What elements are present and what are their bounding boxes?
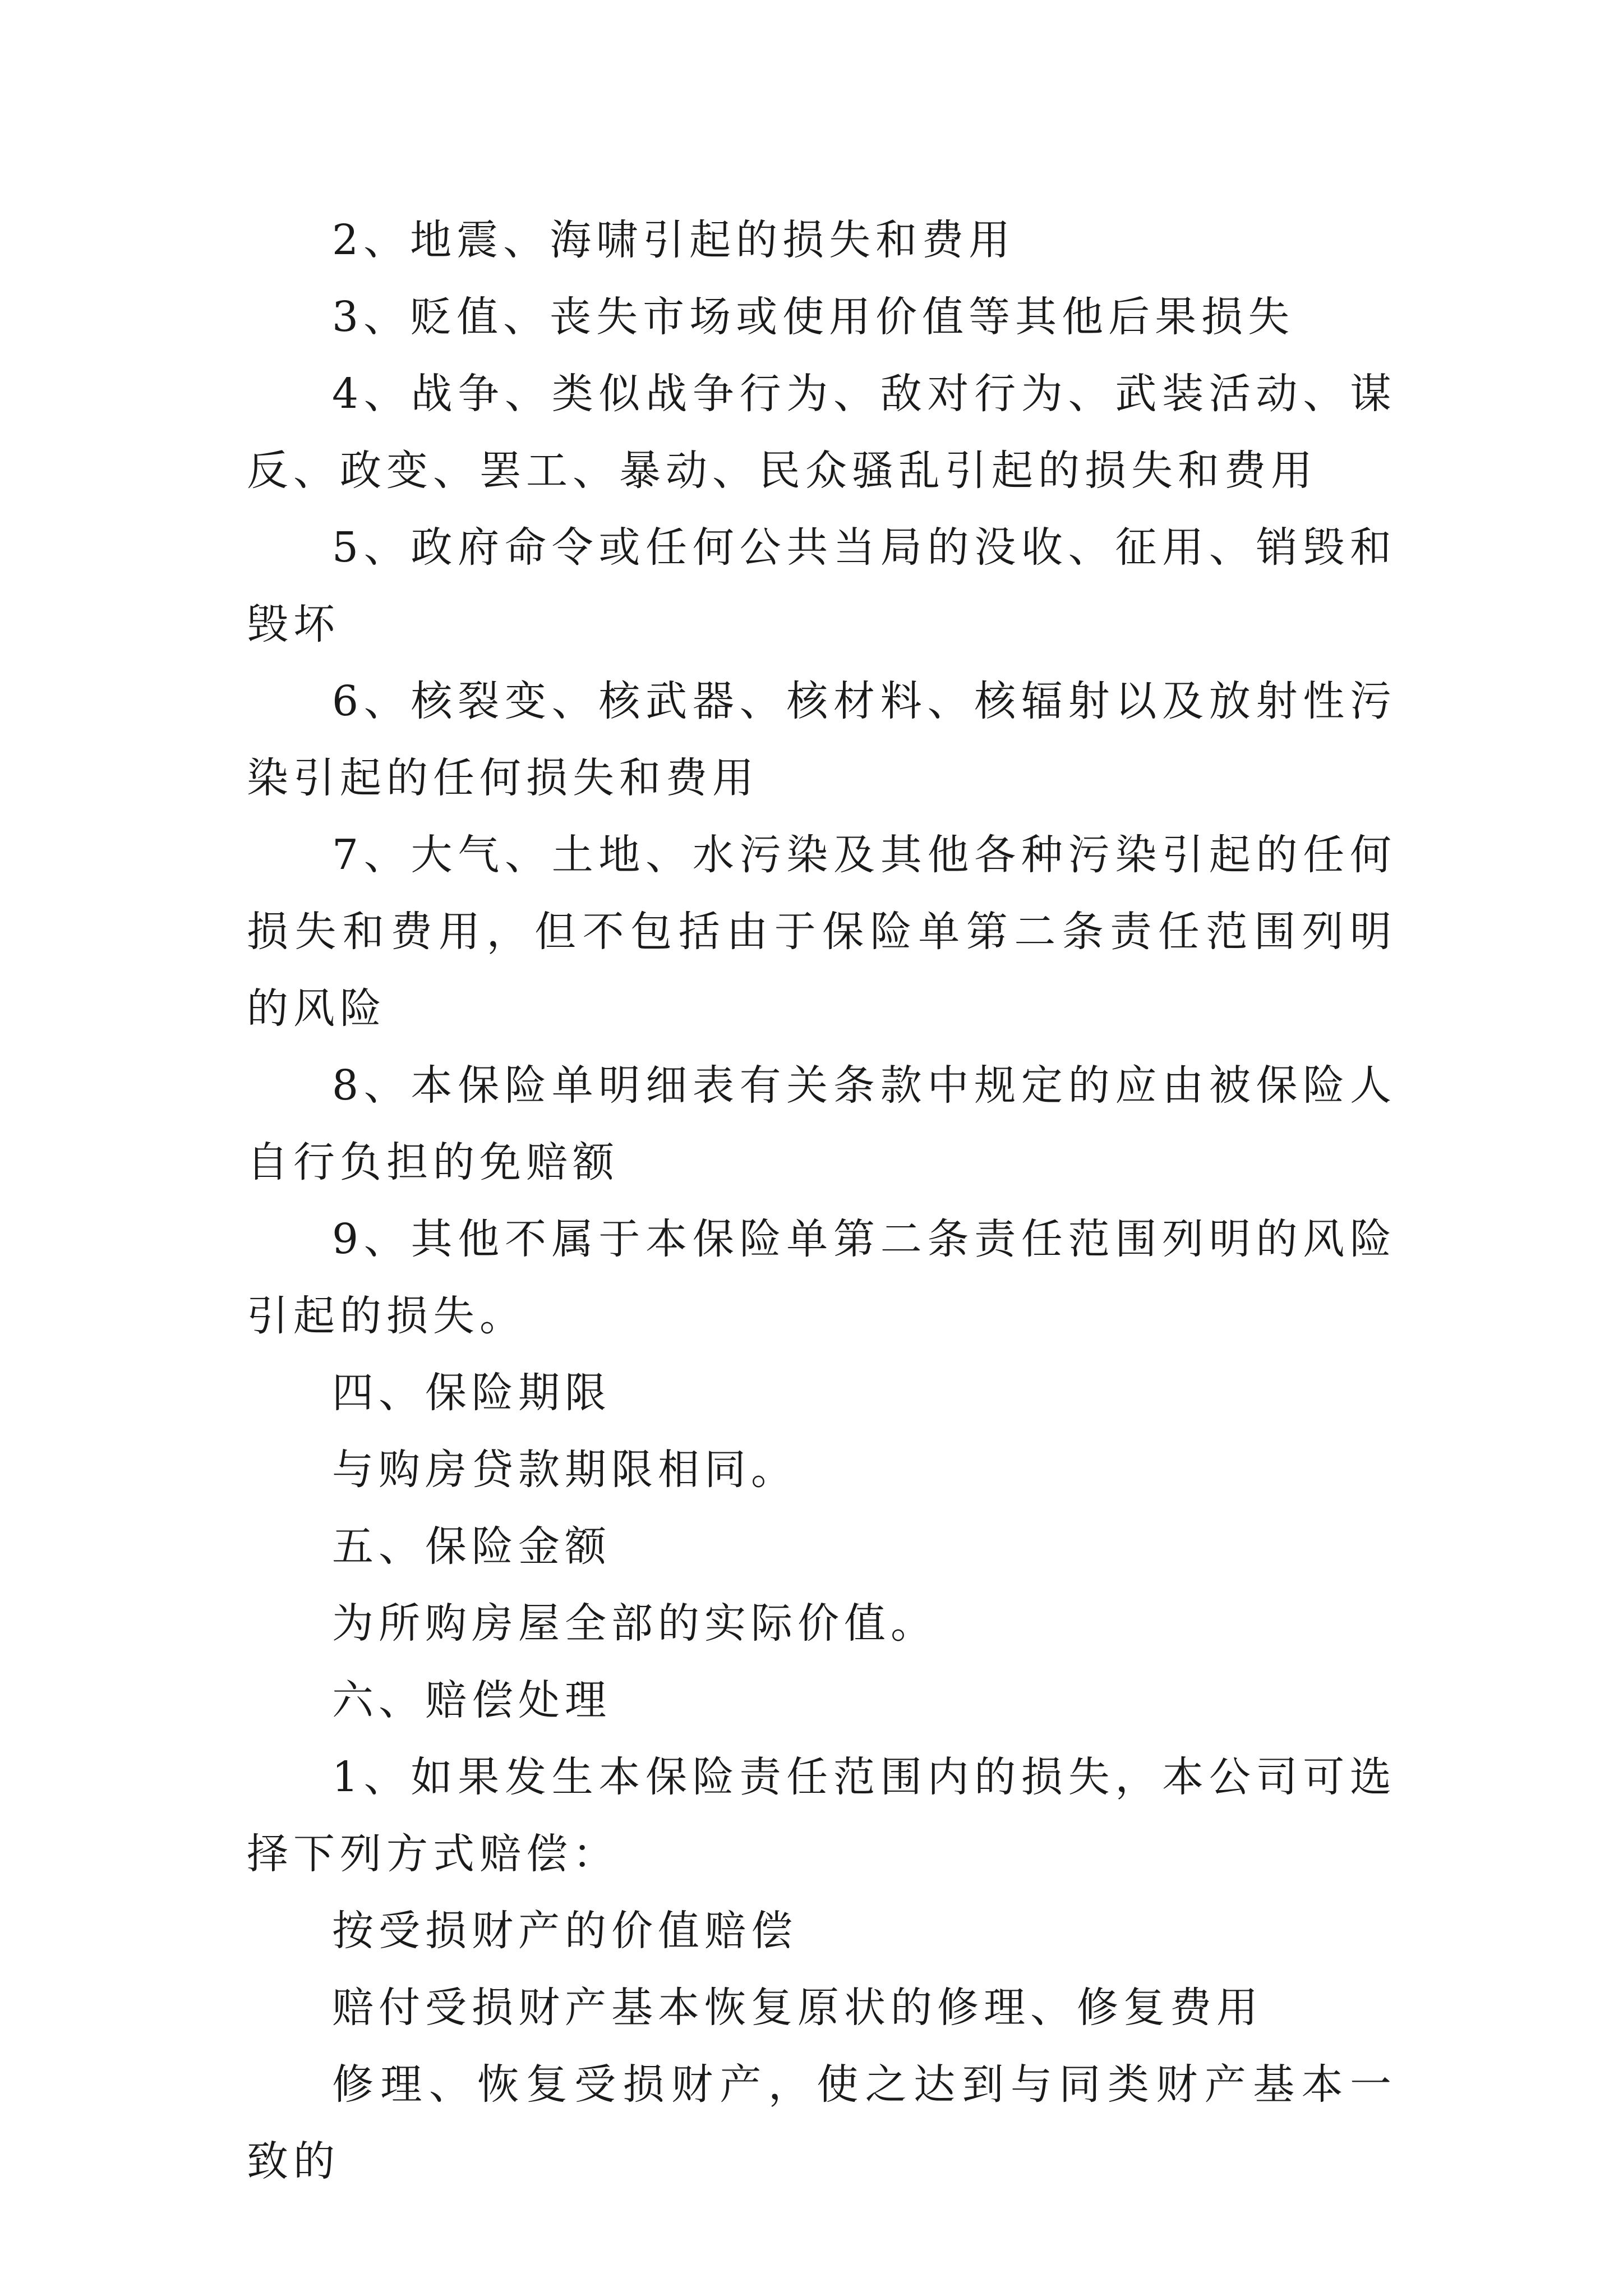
exclusion-item-3: 3、贬值、丧失市场或使用价值等其他后果损失 xyxy=(332,293,1295,341)
exclusion-item-4: 4、战争、类似战争行为、敌对行为、武装活动、谋反、政变、罢工、暴动、民众骚乱引起的损失和费用 xyxy=(247,370,1396,495)
insurance-period-text: 与购房贷款期限相同。 xyxy=(332,1446,797,1494)
document-body xyxy=(247,202,1396,2200)
section-heading-claims-handling: 六、赔偿处理 xyxy=(332,1676,611,1724)
exclusion-item-5: 5、政府命令或任何公共当局的没收、征用、销毁和毁坏 xyxy=(247,523,1396,648)
claims-option-repair-cost: 赔付受损财产基本恢复原状的修理、修复费用 xyxy=(332,1984,1263,2032)
claims-option-restore: 修理、恢复受损财产，使之达到与同类财产基本一致的 xyxy=(247,2060,1396,2185)
exclusion-item-8: 8、本保险单明细表有关条款中规定的应由被保险人自行负担的免赔额 xyxy=(247,1061,1396,1186)
exclusion-item-7: 7、大气、土地、水污染及其他各种污染引起的任何损失和费用，但不包括由于保险单第二条责任范围列明的风险 xyxy=(247,831,1396,1033)
exclusion-item-2: 2、地震、海啸引起的损失和费用 xyxy=(332,216,1016,264)
insured-amount-text: 为所购房屋全部的实际价值。 xyxy=(332,1599,937,1648)
exclusion-item-9: 9、其他不属于本保险单第二条责任范围列明的风险引起的损失。 xyxy=(247,1215,1396,1340)
claims-item-1: 1、如果发生本保险责任范围内的损失，本公司可选择下列方式赔偿： xyxy=(247,1753,1396,1878)
exclusion-item-6: 6、核裂变、核武器、核材料、核辐射以及放射性污染引起的任何损失和费用 xyxy=(247,677,1396,802)
claims-option-value: 按受损财产的价值赔偿 xyxy=(332,1907,797,1955)
section-heading-insured-amount: 五、保险金额 xyxy=(332,1522,611,1571)
section-heading-insurance-period: 四、保险期限 xyxy=(332,1369,611,1417)
